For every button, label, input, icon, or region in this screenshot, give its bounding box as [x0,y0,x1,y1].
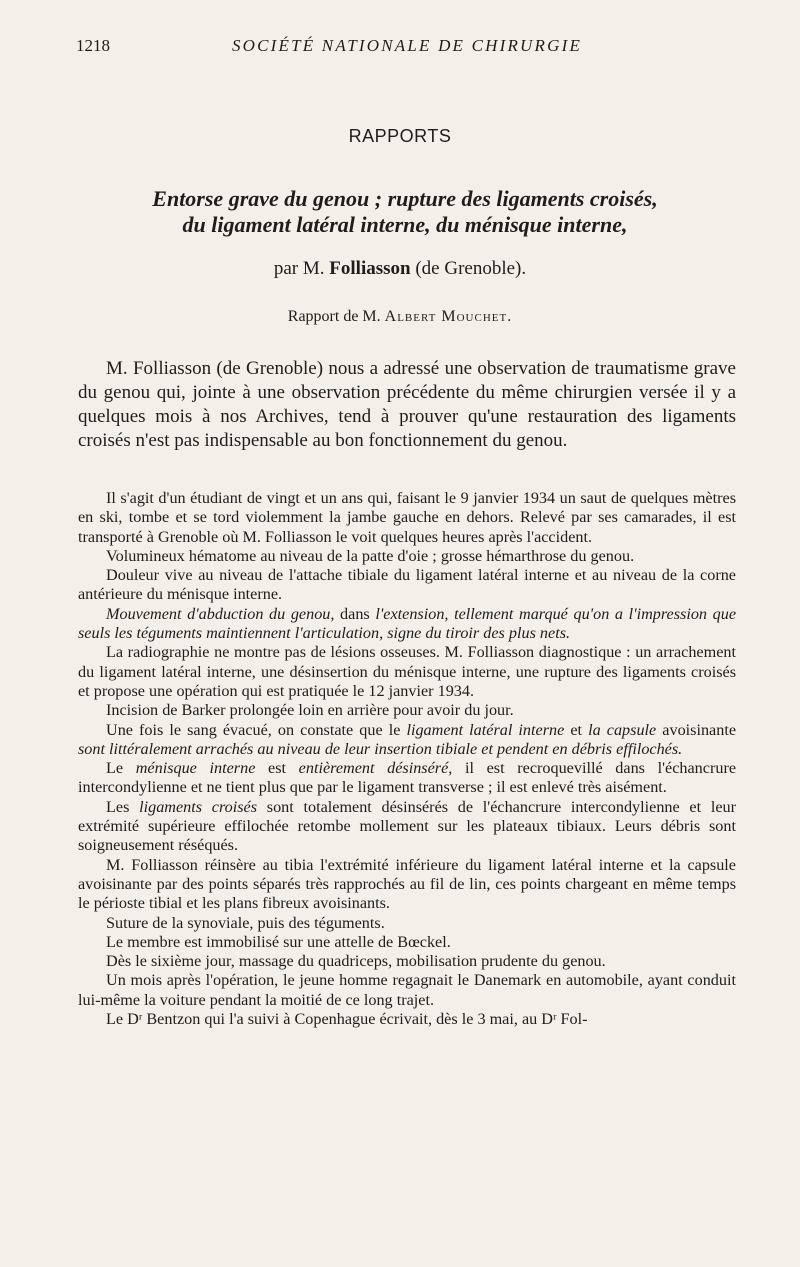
journal-title: SOCIÉTÉ NATIONALE DE CHIRURGIE [231,36,583,55]
byline-prefix: par M. [273,258,325,279]
article-title-line-1: Entorse grave du genou ; rupture des ligaments croisés, [152,186,658,211]
paragraph-follow-up: Le Dʳ Bentzon qui l'a suivi à Copenhague écrivait, dès le 3 mai, au Dʳ Fol- [106,1010,588,1029]
italic-text: entièrement désinséré, [298,759,453,778]
lead-paragraph-block [78,357,736,453]
article-title-line-2: du ligament latéral interne, du ménisque interne, [182,212,628,237]
author-byline [0,258,800,280]
italic-text: Mouvement d'abduction du genou, [106,604,335,623]
paragraph-rehabilitation: Dès le sixième jour, massage du quadriceps, mobilisation prudente du genou. [106,952,606,971]
report-prefix: Rapport de M. [287,308,381,325]
italic-text: l'extension, tellement marqué qu'on a l'impression que seuls les téguments maintiennent l'articulation, signe du tiroir des plus nets. [78,604,737,643]
paragraph-radiography: La radiographie ne montre pas de lésions osseuses. M. Folliasson diagnostique : un arrachement du ligament latéral interne, une désinsertion du ménisque interne, une rupture des ligaments croisés et propose une opération qui est pratiquée le 12 janvier 1934. [78,643,736,700]
text: sont totalement désinsérés de l'échancrure intercondylienne et leur extrémité supérieure effilochée retombe mollement sur les plateaux tibiaux. Leurs débris sont soigneusement réséqués. [78,797,736,855]
italic-text: ligament latéral interne [406,720,565,739]
italic-text: ménisque interne [135,759,256,778]
author-name: Folliasson [329,258,411,279]
paragraph-pain: Douleur vive au niveau de l'attache tibiale du ligament latéral interne et au niveau de la corne antérieure du ménisque interne. [78,566,736,604]
text: avoisinante [656,720,737,739]
italic-text: ligaments croisés [139,797,258,816]
text: est [255,759,299,778]
section-title: RAPPORTS [348,126,452,146]
paragraph-abduction [78,605,736,644]
paragraph-case-history: Il s'agit d'un étudiant de vingt et un ans qui, faisant le 9 janvier 1934 un saut de quelques mètres en ski, tombe et se tord violemment la jambe gauche en dehors. Relevé par ses camarades, il est transporté à Grenoble où M. Folliasson le voit quelques heures après l'accident. [78,489,736,546]
paragraph-incision: Incision de Barker prolongée loin en arrière pour avoir du jour. [106,701,514,720]
reporter-name: Albert Mouchet. [384,308,513,325]
report-attribution [0,308,800,326]
text: Les [106,797,140,816]
paragraph-hematoma: Volumineux hématome au niveau de la patte d'oie ; grosse hémarthrose du genou. [106,546,635,565]
case-report-body [78,489,736,1029]
paragraph-findings-meniscus [78,759,736,798]
lead-paragraph: M. Folliasson (de Grenoble) nous a adressé une observation de traumatisme grave du genou qui, jointe à une observation précédente du même chirurgien versée il y a quelques mois à nos Archives, tend à prouver qu'une restauration des ligaments croisés n'est pas indispensable au bon fonctionnement du genou. [78,358,736,451]
running-header [76,36,738,60]
byline-suffix: (de Grenoble). [415,258,527,279]
text: Une fois le sang évacué, on constate que le [106,720,407,739]
paragraph-findings-ligament [78,721,736,760]
text: dans [334,604,376,623]
page-number: 1218 [76,36,110,55]
text: il est recroquevillé dans l'échancrure intercondylienne et ne tient plus que par le ligament transverse ; il est enlevé très aisément. [78,759,737,797]
paragraph-immobilization: Le membre est immobilisé sur une attelle de Bœckel. [106,932,451,951]
italic-text: la capsule [588,720,657,739]
paragraph-suture: Suture de la synoviale, puis des téguments. [106,913,385,932]
article-title [70,186,740,238]
paragraph-findings-cruciate [78,798,736,856]
paragraph-recovery: Un mois après l'opération, le jeune homme regagnait le Danemark en automobile, ayant conduit lui-même la voiture pendant la moitié de ce long trajet. [78,971,736,1009]
text: Le [106,759,136,778]
paragraph-reinsertion: M. Folliasson réinsère au tibia l'extrémité inférieure du ligament latéral interne et la capsule avoisinante par des points séparés très rapprochés au fil de lin, ces points chargeant en même temps le périoste tibial et les plans fibreux avoisinants. [78,855,736,913]
italic-text: sont littéralement arrachés au niveau de leur insertion tibiale et pendent en débris effilochés. [78,739,683,758]
text: et [564,720,589,739]
